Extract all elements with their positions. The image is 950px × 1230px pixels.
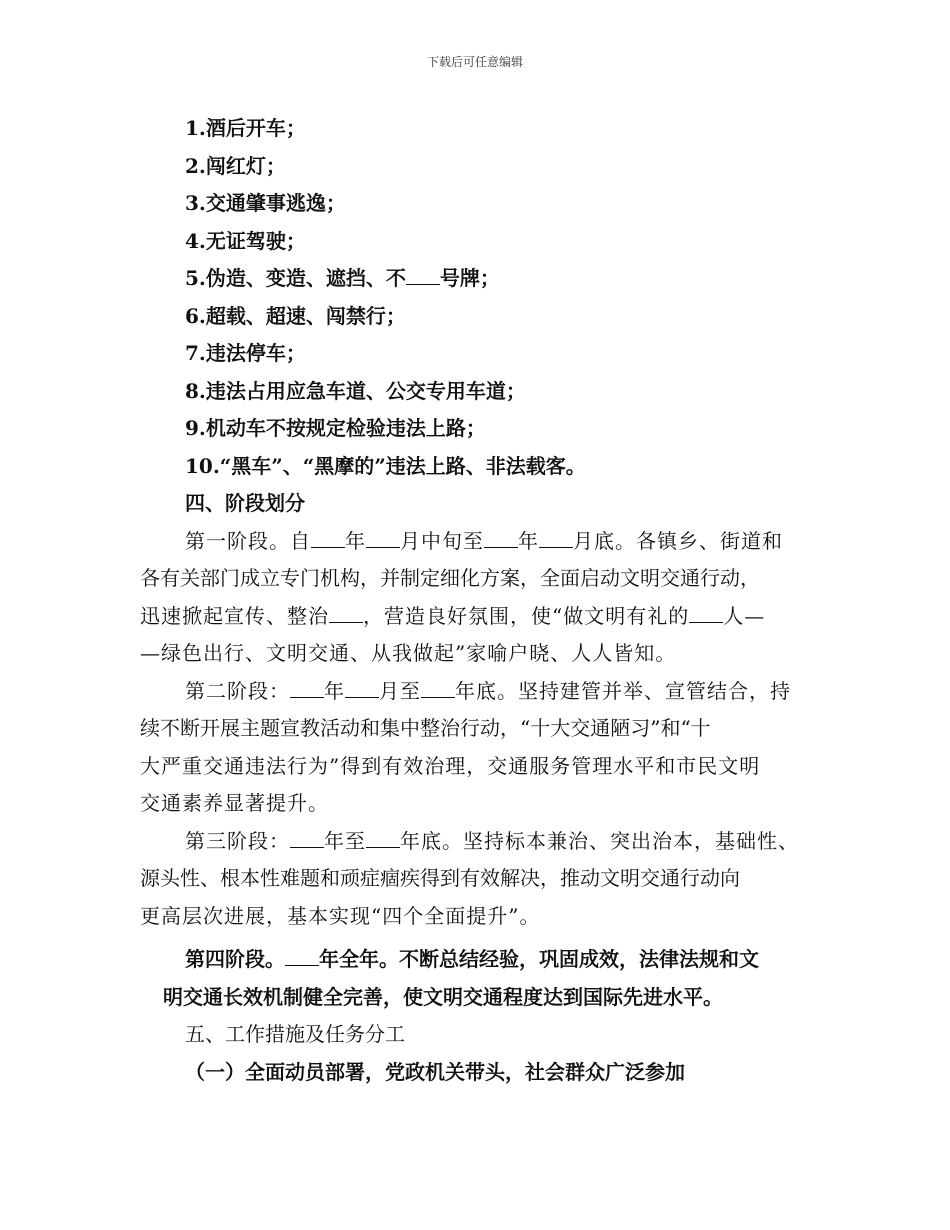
blank-fill-line — [484, 525, 518, 548]
blank-fill-line — [285, 943, 319, 966]
blank-fill-line — [366, 825, 400, 848]
paragraph-line: 源头性、根本性难题和顽症痼疾得到有效解决，推动文明交通行动向 — [140, 866, 740, 890]
paragraph-line: 更高层次进展，基本实现“四个全面提升”。 — [140, 903, 541, 928]
paragraph-line: —绿色出行、文明交通、从我做起”家喻户晓、人人皆知。 — [140, 641, 677, 665]
violation-list — [140, 110, 816, 485]
paragraph-line: 第一阶段。自 年 月中旬至 年 月底。各镇乡、街道和 — [140, 523, 816, 561]
blank-fill-line — [345, 675, 379, 698]
list-item: 6.超载、超速、闯禁行； — [185, 303, 406, 328]
stage-one-paragraph — [140, 523, 816, 673]
section-heading-measures: 五、工作措施及任务分工 — [185, 1022, 405, 1046]
paragraph-line: 交通素养显著提升。 — [140, 791, 329, 815]
paragraph-line: 各有关部门成立专门机构，并制定细化方案，全面启动文明交通行动， — [140, 566, 760, 590]
paragraph-line: 大严重交通违法行为”得到有效治理，交通服务管理水平和市民文明 — [140, 753, 761, 778]
paragraph-line: 迅速掀起宣传、整治 ，营造良好氛围，使“做文明有礼的 人— — [140, 598, 816, 636]
list-item: 9.机动车不按规定检验违法上路； — [185, 416, 486, 440]
list-item: 1.酒后开车； — [185, 116, 306, 140]
list-item: 3.交通肇事逃逸； — [185, 191, 346, 215]
paragraph-line: 第二阶段： 年 月至 年底。坚持建管并举、宣管结合，持 — [140, 673, 816, 711]
blank-fill-line — [290, 675, 324, 698]
blank-fill-line — [290, 825, 324, 848]
stage-two-paragraph — [140, 673, 816, 823]
blank-fill-line — [689, 600, 723, 623]
blank-fill-line — [406, 262, 440, 285]
list-item: 8.违法占用应急车道、公交专用车道； — [185, 378, 526, 403]
blank-fill-line — [329, 600, 363, 623]
list-item: 7.违法停车； — [185, 341, 306, 365]
list-item: 2.闯红灯； — [185, 153, 286, 178]
paragraph-line: 第四阶段。 年全年。不断总结经验，巩固成效，法律法规和文 — [140, 941, 816, 979]
list-item: 4.无证驾驶； — [185, 228, 306, 253]
document-body — [140, 110, 816, 1091]
subsection-heading: （一）全面动员部署，党政机关带头，社会群众广泛参加 — [185, 1059, 685, 1084]
blank-fill-line — [366, 525, 400, 548]
stage-three-paragraph — [140, 823, 816, 936]
stage-four-paragraph — [140, 941, 816, 1016]
paragraph-line: 第三阶段： 年至 年底。坚持标本兼治、突出治本，基础性、 — [140, 823, 816, 861]
page-header-note: 下载后可任意编辑 — [426, 55, 523, 69]
blank-fill-line — [311, 525, 345, 548]
blank-fill-line — [421, 675, 455, 698]
paragraph-line: 明交通长效机制健全完善，使文明交通程度达到国际先进水平。 — [163, 984, 723, 1009]
list-item: 10.“黑车”、“黑摩的”违法上路、非法载客。 — [185, 453, 586, 478]
list-item: 5.伪造、变造、遮挡、不 号牌； — [140, 260, 816, 298]
blank-fill-line — [539, 525, 573, 548]
paragraph-line: 续不断开展主题宣教活动和集中整治行动，“十大交通陋习”和“十 — [140, 716, 711, 740]
section-heading-stages: 四、阶段划分 — [185, 491, 305, 515]
